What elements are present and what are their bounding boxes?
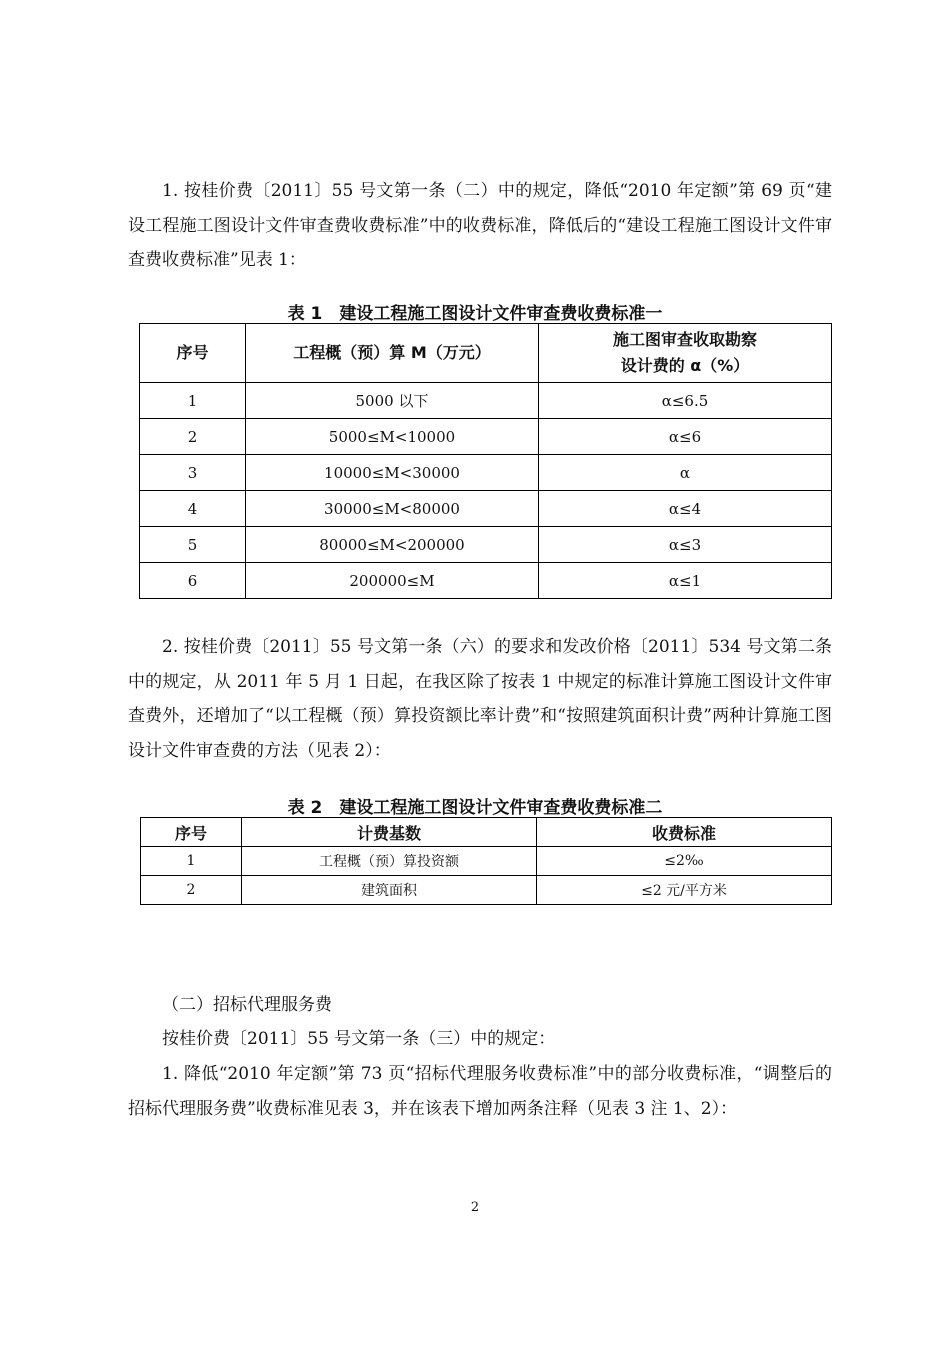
table1-header-rate [539,324,832,383]
table-row [141,876,832,905]
cell-base: 建筑面积 [242,876,537,905]
table-row [140,383,832,419]
table1-caption: 表 1 建设工程施工图设计文件审查费收费标准一 [287,304,663,324]
table1-header-index: 序号 [140,324,246,383]
cell-index: 2 [141,876,242,905]
cell-range: 200000≤M [246,563,539,599]
table2-header-standard: 收费标准 [537,818,832,847]
paragraph-5: 1. 降低“2010 年定额”第 73 页“招标代理服务收费标准”中的部分收费标准，“调整后的招标代理服务费”收费标准见表 3，并在该表下增加两条注释（见表 3 注 1、2）： [128,1064,832,1119]
cell-base: 工程概（预）算投资额 [242,847,537,876]
cell-standard: ≤2 元/平方米 [537,876,832,905]
cell-standard: ≤2‰ [537,847,832,876]
page-number: 2 [470,1200,480,1215]
cell-rate: α≤6.5 [539,383,832,419]
table2-header-row [141,818,832,847]
cell-range: 5000≤M<10000 [246,419,539,455]
cell-range: 30000≤M<80000 [246,491,539,527]
cell-index: 1 [141,847,242,876]
cell-range: 5000 以下 [246,383,539,419]
cell-index: 3 [140,455,246,491]
table1-header-rate-line2: 设计费的 α（%） [620,356,750,375]
table-row [140,455,832,491]
table-row [140,419,832,455]
table2-header-base: 计费基数 [242,818,537,847]
table1-header-rate-line1: 施工图审查收取勘察 [612,330,757,349]
cell-range: 80000≤M<200000 [246,527,539,563]
table-row [140,527,832,563]
table-row [140,563,832,599]
table1-header-cost: 工程概（预）算 M（万元） [246,324,539,383]
cell-index: 5 [140,527,246,563]
section-heading: （二）招标代理服务费 [162,995,332,1015]
paragraph-2: 2. 按桂价费〔2011〕55 号文第一条（六）的要求和发改价格〔2011〕534 号文第二条中的规定，从 2011 年 5 月 1 日起，在我区除了按表 1 中规定的标准计算施工图设计文件审查费外，还增加了“以工程概（预）算投资额比率计费”和“按照建筑面积计费”两种计算施工图设计文件审查费的方法（见表 2）： [128,637,832,761]
table-row [140,491,832,527]
table-2 [140,817,832,905]
paragraph-1: 1. 按桂价费〔2011〕55 号文第一条（二）中的规定，降低“2010 年定额”第 69 页“建设工程施工图设计文件审查费收费标准”中的收费标准，降低后的“建设工程施工图设计文件审查费收费标准”见表 1： [128,181,832,270]
cell-index: 2 [140,419,246,455]
cell-index: 4 [140,491,246,527]
table2-caption: 表 2 建设工程施工图设计文件审查费收费标准二 [287,798,663,818]
cell-rate: α [539,455,832,491]
cell-index: 1 [140,383,246,419]
cell-rate: α≤3 [539,527,832,563]
cell-rate: α≤6 [539,419,832,455]
cell-index: 6 [140,563,246,599]
table-row [141,847,832,876]
cell-rate: α≤4 [539,491,832,527]
paragraph-4: 按桂价费〔2011〕55 号文第一条（三）中的规定： [162,1029,556,1049]
table2-header-index: 序号 [141,818,242,847]
cell-rate: α≤1 [539,563,832,599]
table-1 [139,323,832,599]
table1-header-row [140,324,832,383]
cell-range: 10000≤M<30000 [246,455,539,491]
